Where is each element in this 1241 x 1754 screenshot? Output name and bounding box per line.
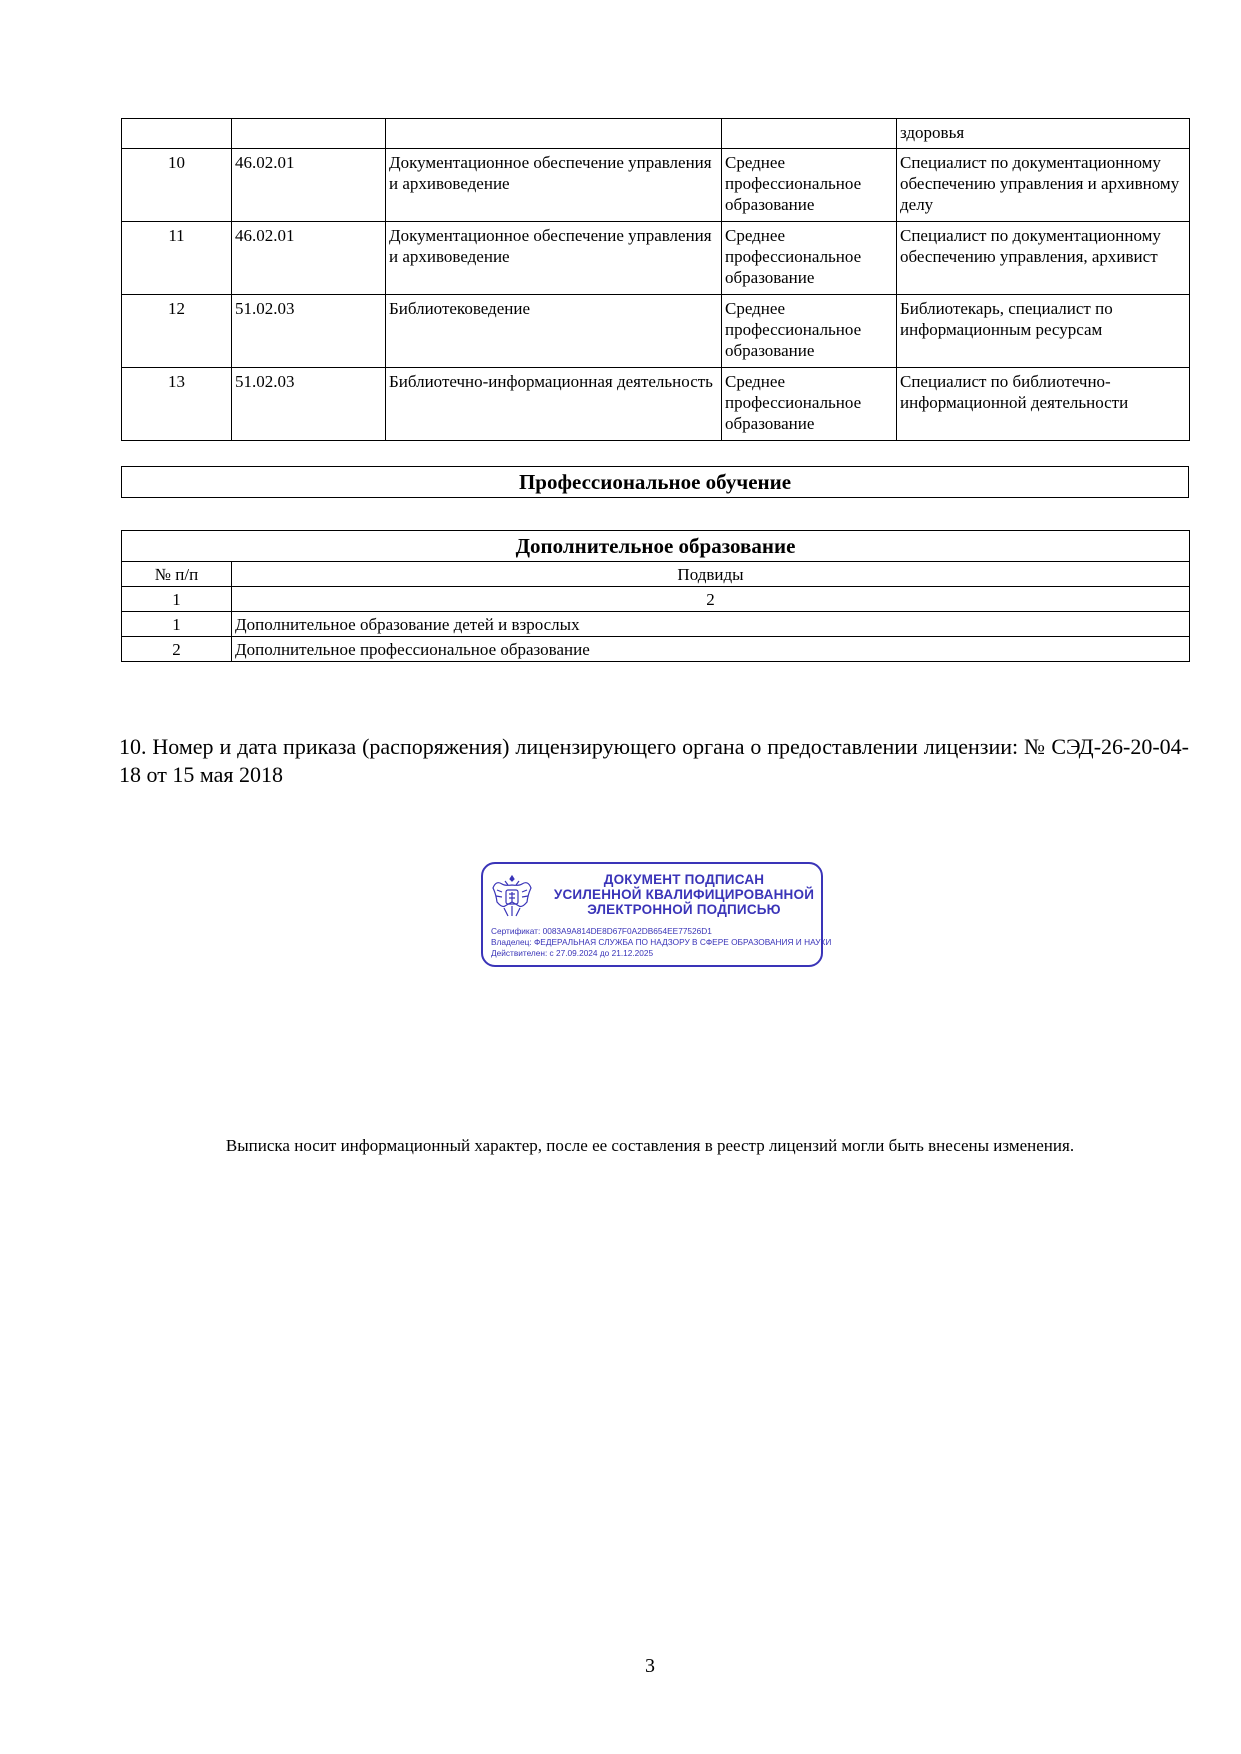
stamp-title-line: УСИЛЕННОЙ КВАЛИФИЦИРОВАННОЙ [553,887,815,902]
professional-training-table [121,466,1189,498]
column-header-subtypes: Подвиды [232,562,1190,587]
stamp-owner: Владелец: ФЕДЕРАЛЬНАЯ СЛУЖБА ПО НАДЗОРУ В СФЕРЕ ОБРАЗОВАНИЯ И НАУКИ [491,937,832,947]
table-row [122,531,1190,562]
program-code: 51.02.03 [232,368,386,441]
table-row [122,637,1190,662]
row-number: 1 [122,612,232,637]
signature-stamp [481,862,832,967]
education-level: Среднее профессиональное образование [722,368,897,441]
table-cell [722,119,897,149]
stamp-title-line: ДОКУМЕНТ ПОДПИСАН [603,872,765,887]
education-level: Среднее профессиональное образование [722,149,897,222]
qualification-cell: Специалист по документационному обеспечению управления, архивист [897,222,1190,295]
table-index-row [122,587,1190,612]
stamp-certificate: Сертификат: 0083A9A814DE8D67F0A2DB654EE77526D1 [491,926,712,936]
table-row [122,119,1190,149]
table-row [122,467,1189,498]
subtype-name: Дополнительное профессиональное образование [232,637,1190,662]
program-code: 46.02.01 [232,222,386,295]
program-name: Документационное обеспечение управления и архивоведение [386,222,722,295]
education-level: Среднее профессиональное образование [722,222,897,295]
row-number: 10 [122,149,232,222]
additional-education-table [121,530,1190,662]
index-cell: 2 [232,587,1190,612]
row-number: 12 [122,295,232,368]
stamp-validity: Действителен: с 27.09.2024 до 21.12.2025 [491,948,654,958]
education-level: Среднее профессиональное образование [722,295,897,368]
table-header-row [122,562,1190,587]
section-title: Дополнительное образование [122,531,1190,562]
program-name: Библиотечно-информационная деятельность [386,368,722,441]
subtype-name: Дополнительное образование детей и взрослых [232,612,1190,637]
table-row [122,222,1190,295]
qualification-cell: здоровья [897,119,1190,149]
index-cell: 1 [122,587,232,612]
stamp-title [553,872,815,917]
qualification-cell: Специалист по документационному обеспечению управления и архивному делу [897,149,1190,222]
section-title: Профессиональное обучение [122,467,1189,498]
table-cell [232,119,386,149]
table-row [122,612,1190,637]
table-cell [122,119,232,149]
coat-of-arms-icon [491,872,533,922]
row-number: 11 [122,222,232,295]
table-row [122,368,1190,441]
program-code: 46.02.01 [232,149,386,222]
disclaimer-note: Выписка носит информационный характер, после ее составления в реестр лицензий могли быть внесены изменения. [225,1136,1075,1155]
program-code: 51.02.03 [232,295,386,368]
qualification-cell: Библиотекарь, специалист по информационным ресурсам [897,295,1190,368]
column-header-num: № п/п [122,562,232,587]
qualification-cell: Специалист по библиотечно-информационной деятельности [897,368,1190,441]
row-number: 13 [122,368,232,441]
table-cell [386,119,722,149]
stamp-title-line: ЭЛЕКТРОННОЙ ПОДПИСЬЮ [587,902,781,917]
table-row [122,149,1190,222]
program-name: Документационное обеспечение управления и архивоведение [386,149,722,222]
table-row [122,295,1190,368]
row-number: 2 [122,637,232,662]
programs-table [121,118,1190,441]
license-order-text: 10. Номер и дата приказа (распоряжения) лицензирующего органа о предоставлении лицензии: № СЭД-26-20-04-18 от 15 мая 2018 [119,734,1189,787]
page-number: 3 [645,1655,655,1677]
program-name: Библиотековедение [386,295,722,368]
